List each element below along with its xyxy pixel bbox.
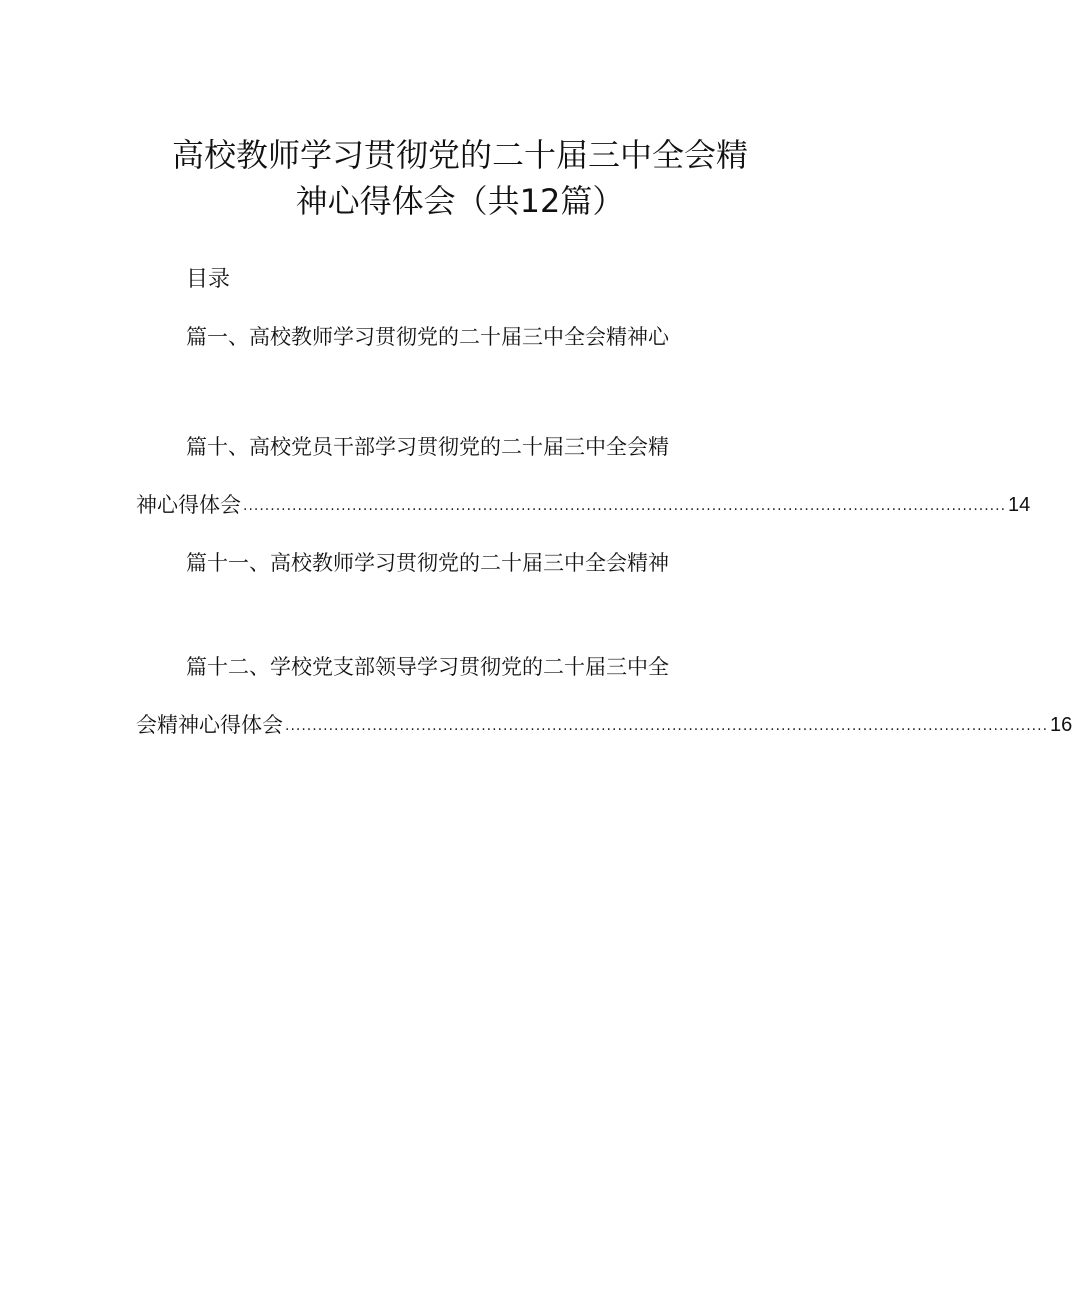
toc-entry-2-line1[interactable]: 篇十、高校党员干部学习贯彻党的二十届三中全会精 xyxy=(186,435,669,459)
toc-entry-1[interactable]: 篇一、高校教师学习贯彻党的二十届三中全会精神心 xyxy=(186,325,669,349)
dot-leader: ............................................................................................................................................ xyxy=(285,718,1049,734)
dot-leader: ............................................................................................................................................ xyxy=(243,498,1007,514)
title-line-1: 高校教师学习贯彻党的二十届三中全会精 xyxy=(171,136,748,174)
toc-entry-4-line2[interactable] xyxy=(136,710,1072,740)
toc-entry-2-page-number: 14 xyxy=(1008,494,1031,516)
toc-heading: 目录 xyxy=(186,267,231,292)
toc-entry-4-page-number: 16 xyxy=(1050,714,1072,736)
toc-entry-2-line2[interactable] xyxy=(136,490,1031,520)
toc-entry-3[interactable]: 篇十一、高校教师学习贯彻党的二十届三中全会精神 xyxy=(186,551,669,575)
title-line-2: 神心得体会（共12篇） xyxy=(295,182,625,220)
toc-entry-2-text: 神心得体会 xyxy=(136,493,241,517)
toc-entry-4-line1[interactable]: 篇十二、学校党支部领导学习贯彻党的二十届三中全 xyxy=(186,655,669,679)
toc-entry-4-text: 会精神心得体会 xyxy=(136,713,283,737)
document-title xyxy=(120,132,800,224)
